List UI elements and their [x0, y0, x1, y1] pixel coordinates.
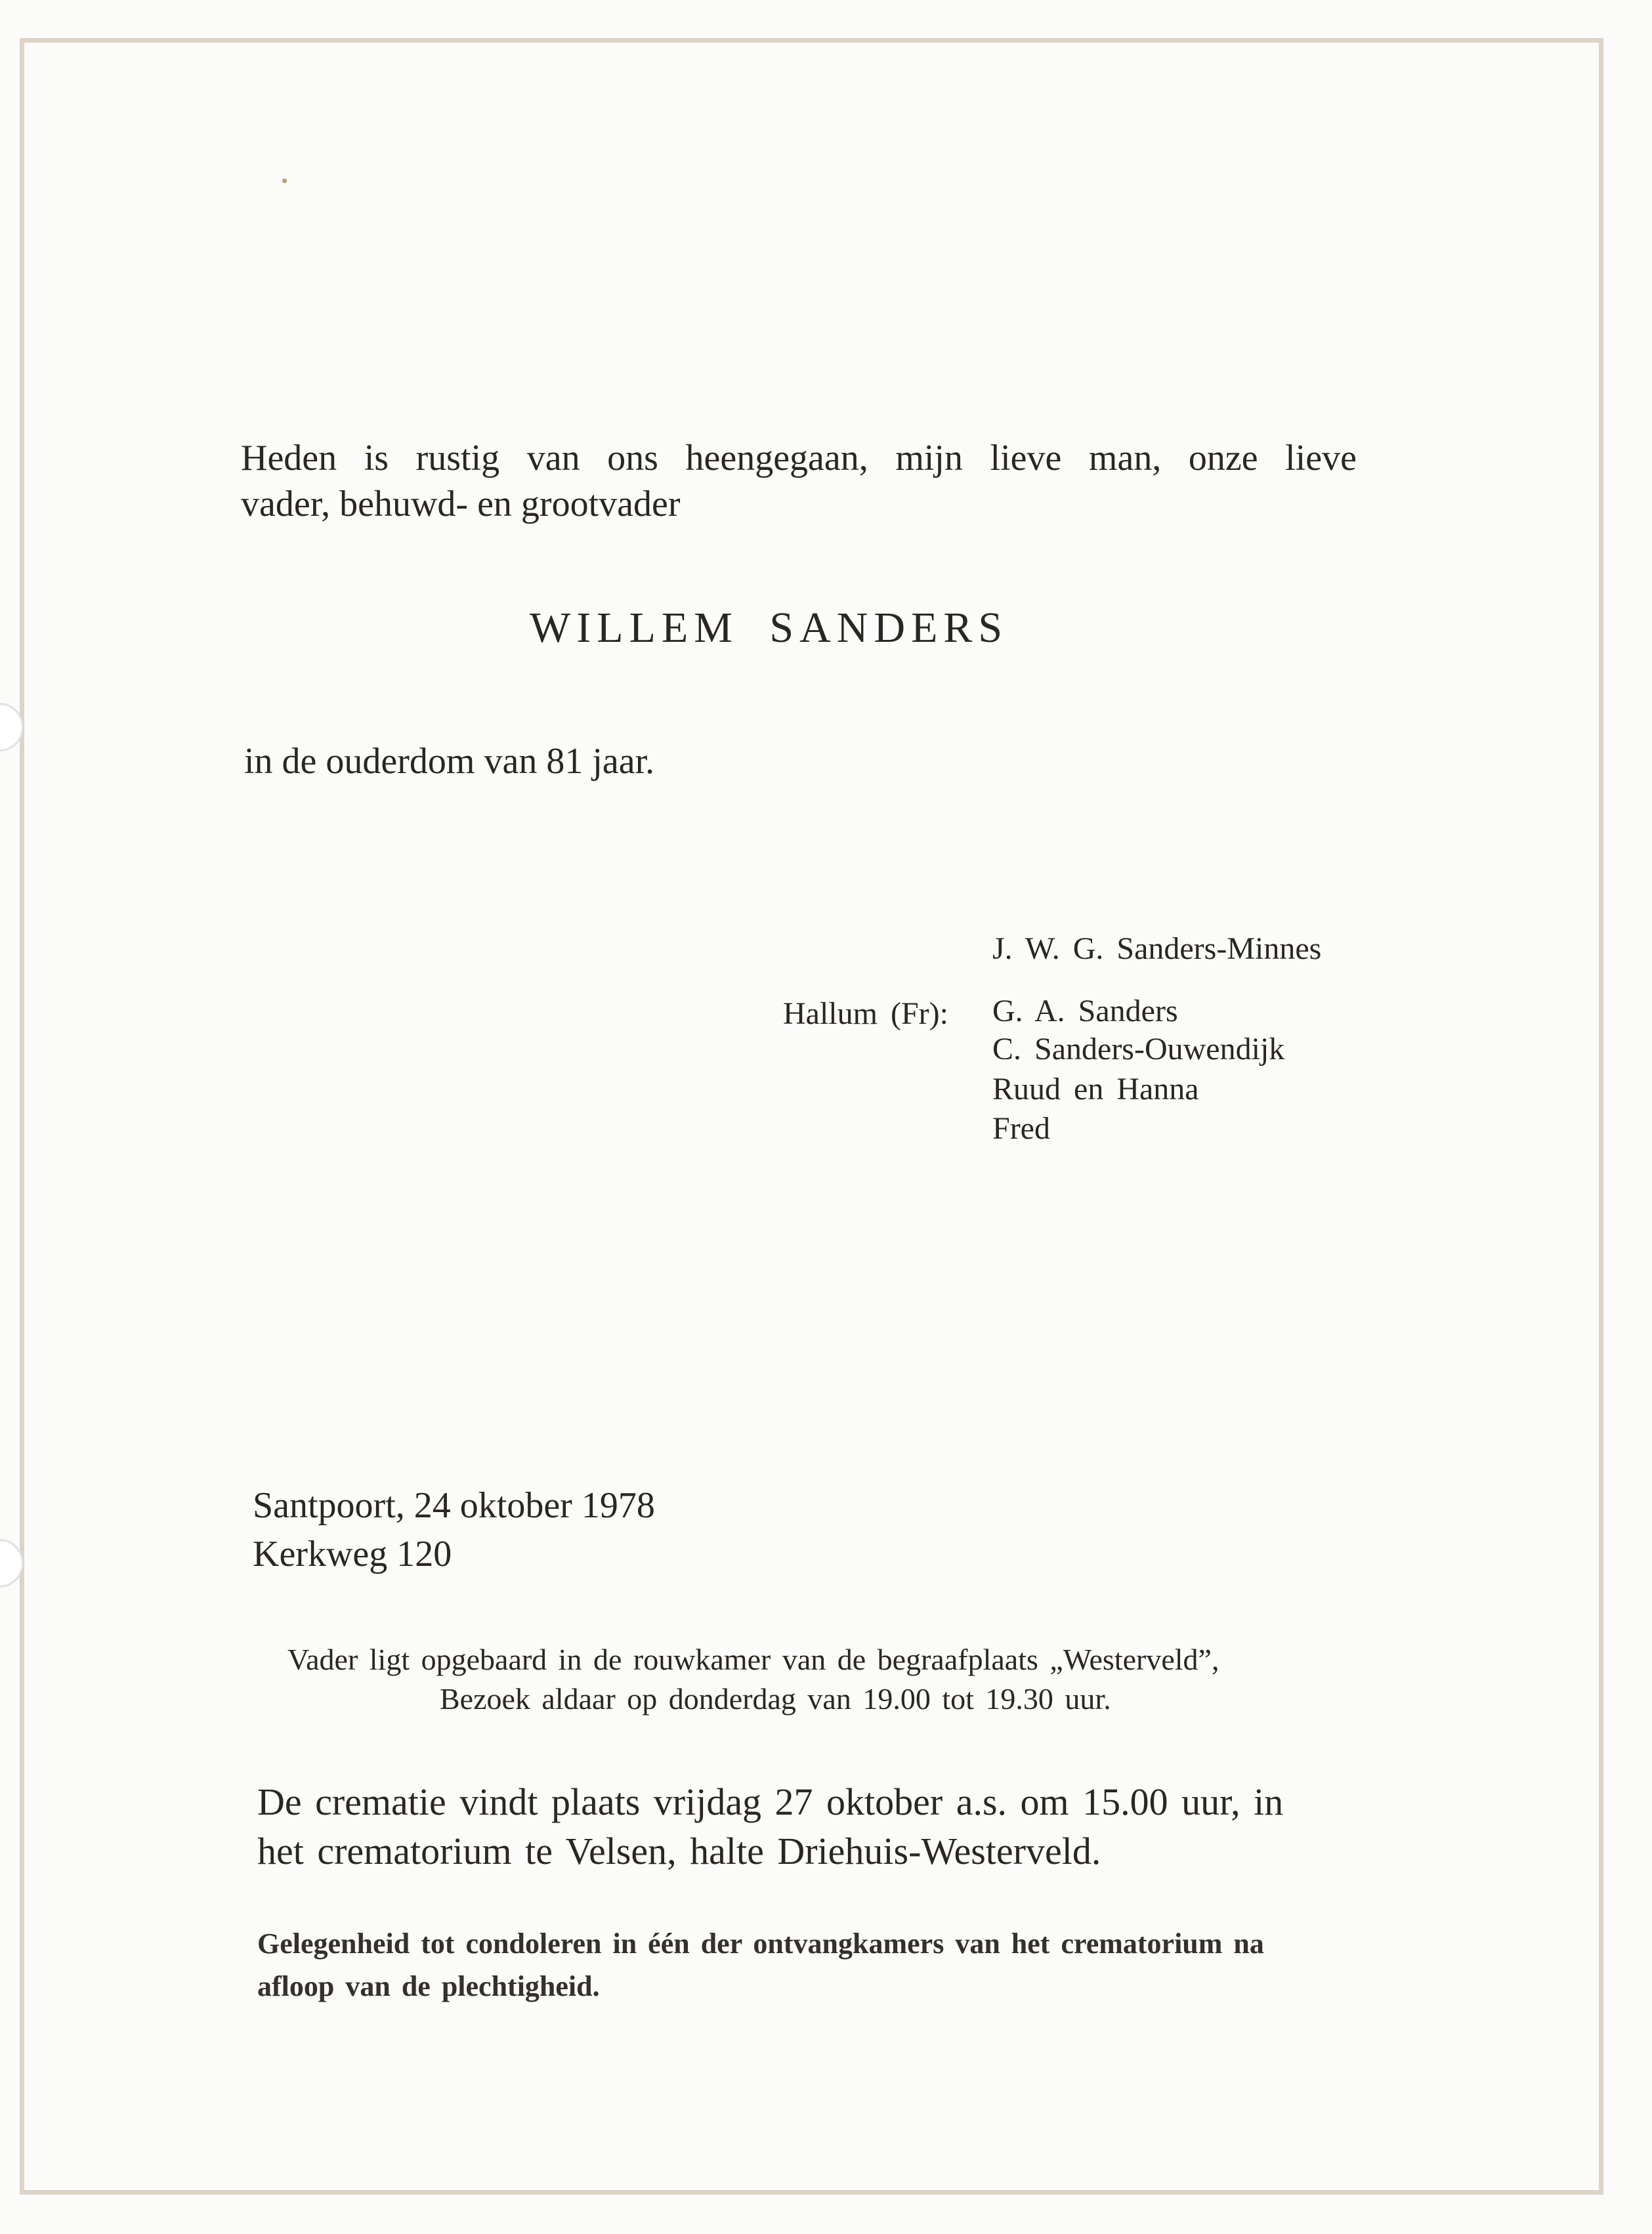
family-member: Fred — [992, 1111, 1050, 1146]
place-date: Santpoort, 24 oktober 1978 — [253, 1485, 655, 1526]
spouse-name: J. W. G. Sanders-Minnes — [992, 931, 1322, 966]
viewing-line-1: Vader ligt opgebaard in de rouwkamer van de begraafplaats „Westerveld”, — [287, 1643, 1219, 1676]
condolence-line-1: Gelegenheid tot condoleren in één der ontvangkamers van het crematorium na — [257, 1928, 1264, 1960]
condolence-line-2: afloop van de plechtigheid. — [257, 1970, 600, 2002]
family-member: Ruud en Hanna — [992, 1072, 1199, 1106]
street-address: Kerkweg 120 — [253, 1534, 452, 1574]
intro-line-2: vader, behuwd- en grootvader — [241, 484, 681, 524]
cremation-line-1: De crematie vindt plaats vrijdag 27 oktober a.s. om 15.00 uur, in — [257, 1781, 1284, 1823]
family-member: C. Sanders-Ouwendijk — [992, 1032, 1285, 1066]
family-member: G. A. Sanders — [992, 994, 1178, 1028]
paper-speck — [282, 179, 287, 183]
age-line: in de ouderdom van 81 jaar. — [244, 741, 655, 782]
family-place-label: Hallum (Fr): — [783, 996, 948, 1031]
cremation-line-2: het crematorium te Velsen, halte Driehuis-Westerveld. — [257, 1830, 1101, 1872]
deceased-name: WILLEM SANDERS — [530, 604, 1009, 652]
intro-line-1: Heden is rustig van ons heengegaan, mijn lieve man, onze lieve — [241, 438, 1357, 478]
viewing-line-2: Bezoek aldaar op donderdag van 19.00 tot 19.30 uur. — [440, 1682, 1111, 1716]
